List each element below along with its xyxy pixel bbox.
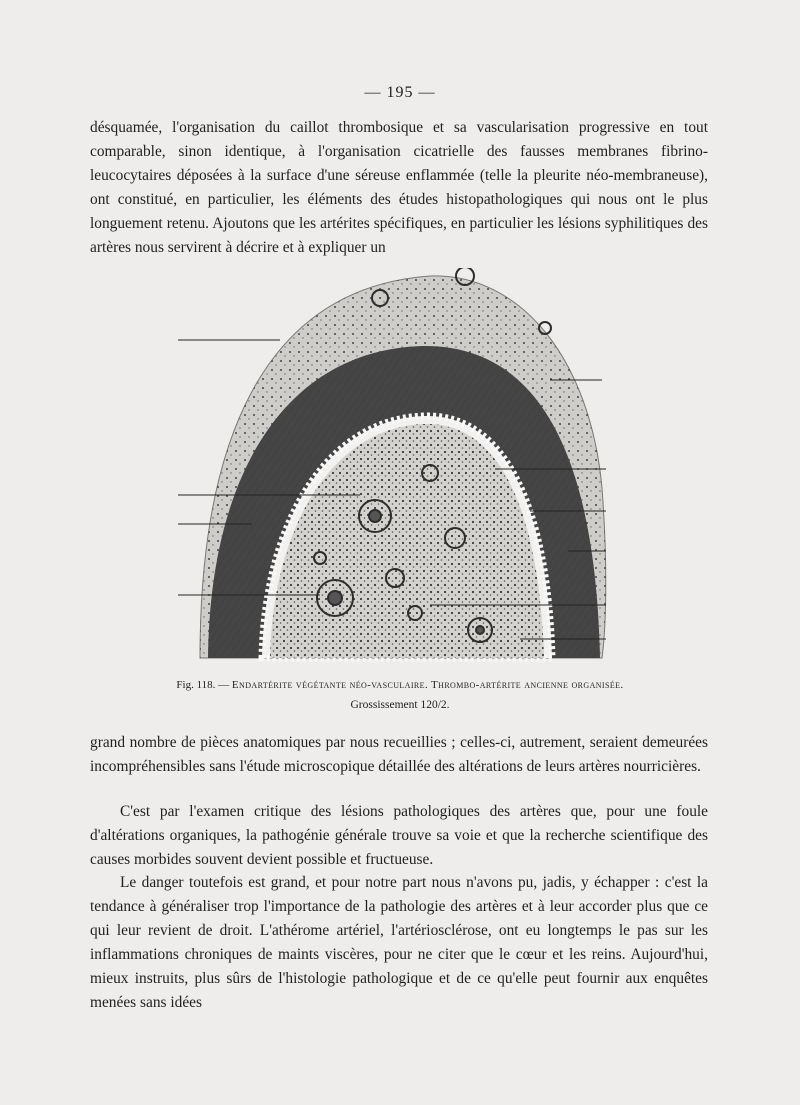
page-number: — 195 —: [364, 84, 436, 101]
figure-caption: [90, 675, 710, 715]
artery-cross-section-drawing: [170, 268, 620, 663]
paragraph-4: Le danger toutefois est grand, et pour notre part nous n'avons pu, jadis, y échapper : c'est la tendance à généraliser trop l'importance de la pathologie des artères et à leur accorder plus que ce qui leur revient de droit. L'athérome artériel, l'artériosclérose, ont eu longtemps le pas sur les inflammations chroniques de maints viscères, pour ne citer que le cœur et les reins. Aujourd'hui, mieux instruits, plus sûrs de l'histologie pathologique et de ce qu'elle peut fournir aux enquêtes menées sans idées: [90, 874, 708, 1011]
figure-title: Endartérite végétante néo-vasculaire. Thrombo-artérite ancienne organisée.: [231, 679, 624, 691]
paragraph-2: grand nombre de pièces anatomiques par nous recueillies ; celles-ci, autrement, seraient demeurées incompréhensibles sans l'étude microscopique détaillée des altérations de leurs artères nourricières.: [90, 734, 708, 775]
paragraph-3: C'est par l'examen critique des lésions pathologiques des artères que, pour une foule d'altérations organiques, la pathogénie générale trouve sa voie et que la recherche scientifique des causes morbides souvent devient possible et fructueuse.: [90, 803, 708, 868]
figure-illustration: [170, 268, 620, 663]
figure-magnification: Grossissement 120/2.: [350, 699, 450, 711]
figure-label: Fig. 118. —: [176, 679, 230, 691]
paragraph-1: désquamée, l'organisation du caillot thrombosique et sa vascularisation progressive en tout comparable, sinon identique, à l'organisation cicatrielle des fausses membranes fibrino-leucocytaires déposées à la surface d'une séreuse enflammée (telle la pleurite néo-membraneuse), ont constitué, en particulier, les éléments des études histopathologiques qui nous ont le plus longuement retenu. Ajoutons que les artérites spécifiques, en particulier les lésions syphilitiques des artères nous servirent à décrire et à expliquer un: [90, 119, 708, 256]
